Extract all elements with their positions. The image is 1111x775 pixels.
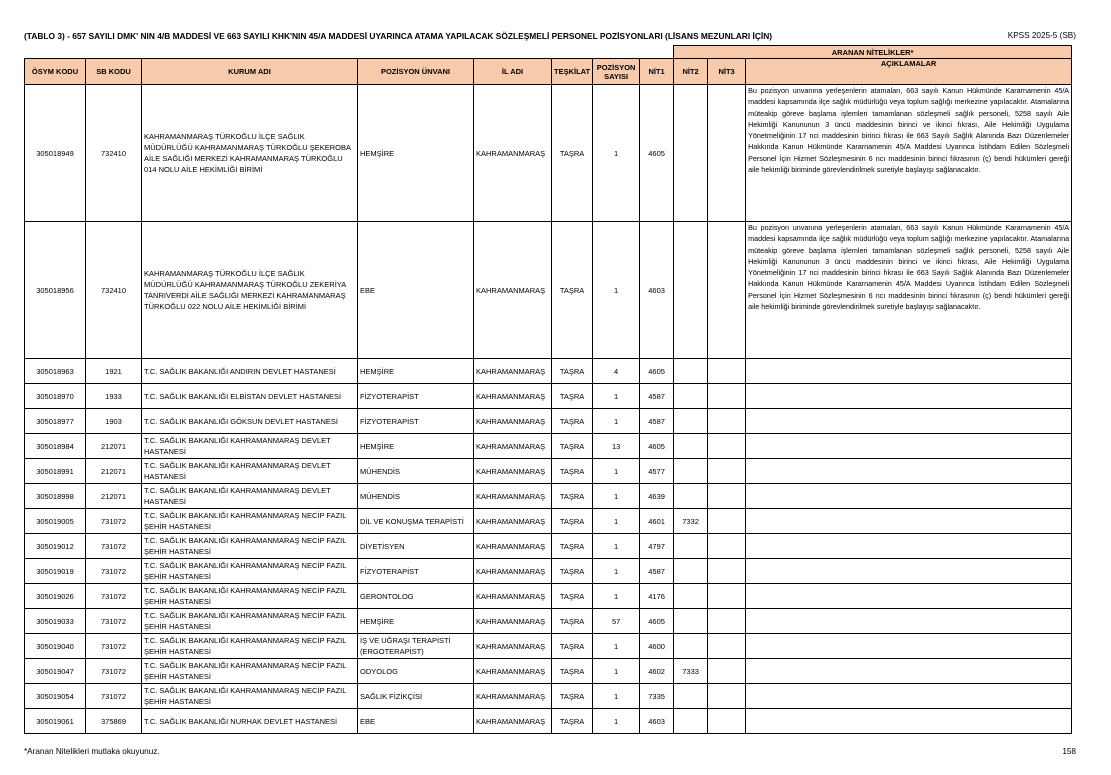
nitelikler-group-header: ARANAN NİTELİKLER* (674, 46, 1072, 59)
organization-type: TAŞRA (552, 359, 593, 384)
table-row (25, 222, 1072, 359)
description-text (746, 534, 1072, 559)
organization-type: TAŞRA (552, 434, 593, 459)
position-count: 1 (593, 659, 640, 684)
position-count: 1 (593, 222, 640, 359)
col-aciklama-header: AÇIKLAMALAR (746, 59, 1072, 85)
position-count: 1 (593, 409, 640, 434)
table-row (25, 634, 1072, 659)
osym-code: 305019040 (25, 634, 86, 659)
nit3-code (708, 609, 746, 634)
position-count: 4 (593, 359, 640, 384)
nit3-code (708, 222, 746, 359)
institution-name: T.C. SAĞLIK BAKANLIĞI NURHAK DEVLET HASTANESİ (142, 709, 358, 734)
position-count: 1 (593, 684, 640, 709)
nit1-code: 4605 (640, 85, 674, 222)
province-name: KAHRAMANMARAŞ (474, 222, 552, 359)
position-count: 1 (593, 559, 640, 584)
institution-name: T.C. SAĞLIK BAKANLIĞI KAHRAMANMARAŞ NECİP FAZIL ŞEHİR HASTANESİ (142, 559, 358, 584)
description-text (746, 459, 1072, 484)
position-count: 1 (593, 384, 640, 409)
organization-type: TAŞRA (552, 709, 593, 734)
nit3-code (708, 709, 746, 734)
nit2-code (674, 222, 708, 359)
table-row (25, 659, 1072, 684)
province-name: KAHRAMANMARAŞ (474, 409, 552, 434)
organization-type: TAŞRA (552, 634, 593, 659)
nit3-code (708, 634, 746, 659)
table-row (25, 459, 1072, 484)
description-text (746, 559, 1072, 584)
nit3-code (708, 359, 746, 384)
description-text (746, 634, 1072, 659)
table-row (25, 559, 1072, 584)
nit1-code: 4603 (640, 709, 674, 734)
nit3-code (708, 434, 746, 459)
osym-code: 305019012 (25, 534, 86, 559)
description-text (746, 434, 1072, 459)
institution-name: T.C. SAĞLIK BAKANLIĞI KAHRAMANMARAŞ NECİP FAZIL ŞEHİR HASTANESİ (142, 609, 358, 634)
nit1-code: 4587 (640, 409, 674, 434)
organization-type: TAŞRA (552, 484, 593, 509)
col-kurum-header: KURUM ADI (142, 59, 358, 85)
organization-type: TAŞRA (552, 222, 593, 359)
nit1-code: 7335 (640, 684, 674, 709)
province-name: KAHRAMANMARAŞ (474, 459, 552, 484)
nit1-code: 4605 (640, 434, 674, 459)
position-count: 1 (593, 85, 640, 222)
institution-name: T.C. SAĞLIK BAKANLIĞI KAHRAMANMARAŞ DEVLET HASTANESİ (142, 434, 358, 459)
position-count: 13 (593, 434, 640, 459)
osym-code: 305018949 (25, 85, 86, 222)
col-nit1-header: NİT1 (640, 59, 674, 85)
osym-code: 305018956 (25, 222, 86, 359)
table-row (25, 484, 1072, 509)
description-text (746, 509, 1072, 534)
sb-code: 732410 (86, 222, 142, 359)
organization-type: TAŞRA (552, 609, 593, 634)
nit1-code: 4577 (640, 459, 674, 484)
institution-name: KAHRAMANMARAŞ TÜRKOĞLU İLÇE SAĞLIK MÜDÜRLÜĞÜ KAHRAMANMARAŞ TÜRKOĞLU ZEKERİYA TANRIVERDİ AİLE SAĞLIĞI MERKEZİ KAHRAMANMARAŞ TÜRKOĞLU 022 NOLU AİLE HEKİMLİĞİ BİRİMİ (142, 222, 358, 359)
institution-name: T.C. SAĞLIK BAKANLIĞI GÖKSUN DEVLET HASTANESİ (142, 409, 358, 434)
organization-type: TAŞRA (552, 384, 593, 409)
description-text (746, 659, 1072, 684)
position-count: 1 (593, 634, 640, 659)
osym-code: 305019047 (25, 659, 86, 684)
position-count: 1 (593, 459, 640, 484)
institution-name: T.C. SAĞLIK BAKANLIĞI KAHRAMANMARAŞ DEVLET HASTANESİ (142, 484, 358, 509)
sb-code: 212071 (86, 459, 142, 484)
nit2-code (674, 409, 708, 434)
institution-name: T.C. SAĞLIK BAKANLIĞI KAHRAMANMARAŞ NECİP FAZIL ŞEHİR HASTANESİ (142, 584, 358, 609)
nit3-code (708, 509, 746, 534)
description-text (746, 484, 1072, 509)
nit1-code: 4602 (640, 659, 674, 684)
position-title: HEMŞİRE (358, 609, 474, 634)
sb-code: 212071 (86, 484, 142, 509)
sb-code: 732410 (86, 85, 142, 222)
table-row (25, 509, 1072, 534)
page-number: 158 (1062, 747, 1076, 756)
province-name: KAHRAMANMARAŞ (474, 484, 552, 509)
nit2-code (674, 484, 708, 509)
position-title: MÜHENDİS (358, 484, 474, 509)
province-name: KAHRAMANMARAŞ (474, 559, 552, 584)
sb-code: 731072 (86, 509, 142, 534)
institution-name: T.C. SAĞLIK BAKANLIĞI KAHRAMANMARAŞ NECİP FAZIL ŞEHİR HASTANESİ (142, 684, 358, 709)
sb-code: 731072 (86, 659, 142, 684)
nit2-code (674, 684, 708, 709)
position-count: 1 (593, 509, 640, 534)
sb-code: 731072 (86, 584, 142, 609)
osym-code: 305019005 (25, 509, 86, 534)
nit2-code (674, 359, 708, 384)
positions-table (24, 45, 1072, 734)
description-text (746, 609, 1072, 634)
position-title: FİZYOTERAPİST (358, 384, 474, 409)
institution-name: KAHRAMANMARAŞ TÜRKOĞLU İLÇE SAĞLIK MÜDÜRLÜĞÜ KAHRAMANMARAŞ TÜRKOĞLU ŞEKEROBA AİLE SAĞLIĞI MERKEZİ KAHRAMANMARAŞ TÜRKOĞLU 014 NOLU AİLE HEKİMLİĞİ BİRİMİ (142, 85, 358, 222)
table-row (25, 85, 1072, 222)
col-osym-header: ÖSYM KODU (25, 59, 86, 85)
position-title: EBE (358, 222, 474, 359)
institution-name: T.C. SAĞLIK BAKANLIĞI KAHRAMANMARAŞ NECİP FAZIL ŞEHİR HASTANESİ (142, 634, 358, 659)
organization-type: TAŞRA (552, 409, 593, 434)
nit1-code: 4605 (640, 609, 674, 634)
col-teskilat-header: TEŞKİLAT (552, 59, 593, 85)
description-text (746, 409, 1072, 434)
institution-name: T.C. SAĞLIK BAKANLIĞI ELBİSTAN DEVLET HASTANESİ (142, 384, 358, 409)
nit1-code: 4797 (640, 534, 674, 559)
province-name: KAHRAMANMARAŞ (474, 684, 552, 709)
nit2-code (674, 609, 708, 634)
sb-code: 375869 (86, 709, 142, 734)
sb-code: 1903 (86, 409, 142, 434)
organization-type: TAŞRA (552, 584, 593, 609)
nit2-code (674, 459, 708, 484)
position-title: FİZYOTERAPİST (358, 559, 474, 584)
col-sb-header: SB KODU (86, 59, 142, 85)
organization-type: TAŞRA (552, 559, 593, 584)
description-text (746, 384, 1072, 409)
organization-type: TAŞRA (552, 85, 593, 222)
nit2-code: 7333 (674, 659, 708, 684)
nit3-code (708, 659, 746, 684)
position-title: HEMŞİRE (358, 85, 474, 222)
nit3-code (708, 384, 746, 409)
nit2-code (674, 584, 708, 609)
position-count: 1 (593, 484, 640, 509)
table-row (25, 609, 1072, 634)
sb-code: 1933 (86, 384, 142, 409)
nit2-code (674, 384, 708, 409)
description-text: Bu pozisyon unvanına yerleşenlerin atamaları, 663 sayılı Kanun Hükmünde Kararnamenin 45/A maddesi kapsamında ilçe sağlık müdürlüğü veya toplum sağlığı merkezine yapılacaktır. Atamalarına müteakip göreve başlama işlemleri tamamlanan sözleşmeli sağlık personeli, 5258 sayılı Aile Hekimliği Kanununun 3 üncü maddesinin birinci ve ikinci fıkrası, Aile Hekimliği Uygulama Yönetmeliğinin 17 nci maddesinin birinci fıkrası ile 663 Sayılı Sağlık Alanında Bazı Düzenlemeler Hakkında Kanun Hükmünde Kararnamenin 45/A Maddesi Uyarınca İstihdam Edilen Sözleşmeli Personel İçin Hizmet Sözleşmesinin 6 ncı maddesinin birinci fıkrasının (ç) bendi hükümleri gereği aile hekimliği biriminde görevlendirilmek suretiyle başlayışı sağlanacaktır. (746, 222, 1072, 359)
nit1-code: 4603 (640, 222, 674, 359)
position-title: FİZYOTERAPİST (358, 409, 474, 434)
position-title: GERONTOLOG (358, 584, 474, 609)
description-text (746, 709, 1072, 734)
sb-code: 1921 (86, 359, 142, 384)
nit1-code: 4601 (640, 509, 674, 534)
nit3-code (708, 484, 746, 509)
position-title: EBE (358, 709, 474, 734)
position-title: DİL VE KONUŞMA TERAPİSTİ (358, 509, 474, 534)
sb-code: 731072 (86, 534, 142, 559)
table-row (25, 684, 1072, 709)
province-name: KAHRAMANMARAŞ (474, 709, 552, 734)
province-name: KAHRAMANMARAŞ (474, 85, 552, 222)
exam-series-label: KPSS 2025-5 (SB) (1007, 31, 1076, 40)
nit2-code (674, 434, 708, 459)
nit1-code: 4587 (640, 384, 674, 409)
osym-code: 305018963 (25, 359, 86, 384)
nit2-code (674, 559, 708, 584)
position-count: 1 (593, 534, 640, 559)
osym-code: 305019033 (25, 609, 86, 634)
position-title: ODYOLOG (358, 659, 474, 684)
nit3-code (708, 684, 746, 709)
province-name: KAHRAMANMARAŞ (474, 434, 552, 459)
osym-code: 305018984 (25, 434, 86, 459)
institution-name: T.C. SAĞLIK BAKANLIĞI KAHRAMANMARAŞ DEVLET HASTANESİ (142, 459, 358, 484)
nit1-code: 4600 (640, 634, 674, 659)
province-name: KAHRAMANMARAŞ (474, 534, 552, 559)
nit3-code (708, 559, 746, 584)
nit2-code (674, 634, 708, 659)
nit1-code: 4176 (640, 584, 674, 609)
col-sayi-header: POZİSYON SAYISI (593, 59, 640, 85)
nit3-code (708, 85, 746, 222)
province-name: KAHRAMANMARAŞ (474, 634, 552, 659)
osym-code: 305019019 (25, 559, 86, 584)
page-title: (TABLO 3) - 657 SAYILI DMK' NIN 4/B MADDESİ VE 663 SAYILI KHK'NIN 45/A MADDESİ UYARINCA ATAMA YAPILACAK SÖZLEŞMELİ PERSONEL POZİSYONLARI (LİSANS MEZUNLARI İÇİN) (24, 31, 773, 41)
osym-code: 305019026 (25, 584, 86, 609)
province-name: KAHRAMANMARAŞ (474, 609, 552, 634)
position-title: İŞ VE UĞRAŞI TERAPİSTİ (ERGOTERAPİST) (358, 634, 474, 659)
position-count: 1 (593, 584, 640, 609)
footer-note: *Aranan Nitelikleri mutlaka okuyunuz. (24, 747, 160, 756)
organization-type: TAŞRA (552, 509, 593, 534)
description-text (746, 584, 1072, 609)
organization-type: TAŞRA (552, 534, 593, 559)
province-name: KAHRAMANMARAŞ (474, 584, 552, 609)
osym-code: 305018977 (25, 409, 86, 434)
nit1-code: 4587 (640, 559, 674, 584)
table-row (25, 709, 1072, 734)
nit2-code (674, 534, 708, 559)
nit3-code (708, 534, 746, 559)
table-row (25, 409, 1072, 434)
institution-name: T.C. SAĞLIK BAKANLIĞI KAHRAMANMARAŞ NECİP FAZIL ŞEHİR HASTANESİ (142, 534, 358, 559)
sb-code: 731072 (86, 684, 142, 709)
table-row (25, 584, 1072, 609)
description-text (746, 684, 1072, 709)
osym-code: 305018991 (25, 459, 86, 484)
nit1-code: 4605 (640, 359, 674, 384)
table-row (25, 534, 1072, 559)
description-text: Bu pozisyon unvanına yerleşenlerin atamaları, 663 sayılı Kanun Hükmünde Kararnamenin 45/A maddesi kapsamında ilçe sağlık müdürlüğü veya toplum sağlığı merkezine yapılacaktır. Atamalarına müteakip göreve başlama işlemleri tamamlanan sözleşmeli sağlık personeli, 5258 sayılı Aile Hekimliği Kanununun 3 üncü maddesinin birinci ve ikinci fıkrası, Aile Hekimliği Uygulama Yönetmeliğinin 17 nci maddesinin birinci fıkrası ile 663 Sayılı Sağlık Alanında Bazı Düzenlemeler Hakkında Kanun Hükmünde Kararnamenin 45/A Maddesi Uyarınca İstihdam Edilen Sözleşmeli Personel İçin Hizmet Sözleşmesinin 6 ncı maddesinin birinci fıkrasının (ç) bendi hükümleri gereği aile hekimliği biriminde görevlendirilmek suretiyle başlayışı sağlanacaktır. (746, 85, 1072, 222)
sb-code: 731072 (86, 609, 142, 634)
nit3-code (708, 459, 746, 484)
organization-type: TAŞRA (552, 659, 593, 684)
province-name: KAHRAMANMARAŞ (474, 659, 552, 684)
nit2-code (674, 85, 708, 222)
organization-type: TAŞRA (552, 459, 593, 484)
institution-name: T.C. SAĞLIK BAKANLIĞI KAHRAMANMARAŞ NECİP FAZIL ŞEHİR HASTANESİ (142, 659, 358, 684)
nit2-code (674, 709, 708, 734)
table-row (25, 359, 1072, 384)
position-title: DİYETİSYEN (358, 534, 474, 559)
institution-name: T.C. SAĞLIK BAKANLIĞI ANDIRIN DEVLET HASTANESİ (142, 359, 358, 384)
sb-code: 212071 (86, 434, 142, 459)
nit2-code: 7332 (674, 509, 708, 534)
sb-code: 731072 (86, 634, 142, 659)
institution-name: T.C. SAĞLIK BAKANLIĞI KAHRAMANMARAŞ NECİP FAZIL ŞEHİR HASTANESİ (142, 509, 358, 534)
col-nit2-header: NİT2 (674, 59, 708, 85)
province-name: KAHRAMANMARAŞ (474, 359, 552, 384)
province-name: KAHRAMANMARAŞ (474, 384, 552, 409)
table-row (25, 434, 1072, 459)
position-count: 57 (593, 609, 640, 634)
col-pozisyon-header: POZİSYON ÜNVANI (358, 59, 474, 85)
nit3-code (708, 409, 746, 434)
nit1-code: 4639 (640, 484, 674, 509)
position-title: HEMŞİRE (358, 359, 474, 384)
osym-code: 305019061 (25, 709, 86, 734)
osym-code: 305018998 (25, 484, 86, 509)
position-title: HEMŞİRE (358, 434, 474, 459)
province-name: KAHRAMANMARAŞ (474, 509, 552, 534)
osym-code: 305018970 (25, 384, 86, 409)
col-nit3-header: NİT3 (708, 59, 746, 85)
position-count: 1 (593, 709, 640, 734)
col-il-header: İL ADI (474, 59, 552, 85)
position-title: MÜHENDİS (358, 459, 474, 484)
organization-type: TAŞRA (552, 684, 593, 709)
osym-code: 305019054 (25, 684, 86, 709)
description-text (746, 359, 1072, 384)
sb-code: 731072 (86, 559, 142, 584)
position-title: SAĞLIK FİZİKÇİSİ (358, 684, 474, 709)
table-row (25, 384, 1072, 409)
nit3-code (708, 584, 746, 609)
